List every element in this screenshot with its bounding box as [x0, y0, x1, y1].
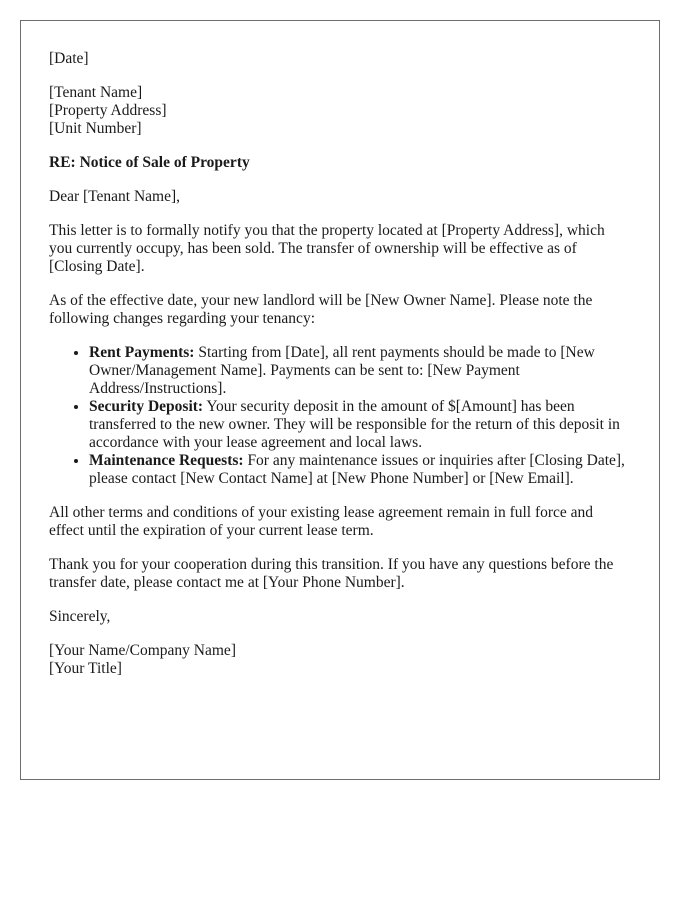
letter-date: [Date]	[49, 50, 89, 67]
paragraph-terms: All other terms and conditions of your existing lease agreement remain in full force and effect until the expiration of your current lease term.	[49, 504, 594, 539]
letter-subject: RE: Notice of Sale of Property	[49, 154, 250, 171]
list-item-label: Maintenance Requests:	[89, 452, 244, 469]
changes-list	[49, 344, 631, 488]
paragraph-thanks: Thank you for your cooperation during this transition. If you have any questions before the transfer date, please contact me at [Your Phone Number].	[49, 556, 614, 591]
list-item-label: Rent Payments:	[89, 344, 195, 361]
list-item-text: Starting from [Date], all rent payments should be made to [New Owner/Management Name]. Payments can be sent to: [New Payment Address/Instructions].	[89, 344, 595, 397]
signature-block	[49, 642, 631, 678]
list-item-text: Your security deposit in the amount of $[Amount] has been transferred to the new owner. They will be responsible for the return of this deposit in accordance with your lease agreement and local laws.	[89, 398, 620, 451]
salutation: Dear [Tenant Name],	[49, 188, 181, 205]
letter-page	[20, 20, 660, 780]
paragraph-new-landlord: As of the effective date, your new landlord will be [New Owner Name]. Please note the following changes regarding your tenancy:	[49, 292, 593, 327]
list-item-security-deposit	[89, 398, 631, 452]
recipient-address: [Property Address]	[49, 102, 167, 119]
paragraph-notice: This letter is to formally notify you that the property located at [Property Address], which you currently occupy, has been sold. The transfer of ownership will be effective as of [Closing Date].	[49, 222, 605, 275]
closing: Sincerely,	[49, 608, 111, 625]
list-item-label: Security Deposit:	[89, 398, 204, 415]
list-item-text: For any maintenance issues or inquiries after [Closing Date], please contact [New Contact Name] at [New Phone Number] or [New Email].	[89, 452, 625, 487]
signature-title: [Your Title]	[49, 660, 122, 677]
list-item-maintenance-requests	[89, 452, 631, 488]
signature-name: [Your Name/Company Name]	[49, 642, 236, 659]
recipient-block	[49, 84, 631, 138]
recipient-unit: [Unit Number]	[49, 120, 142, 137]
recipient-name: [Tenant Name]	[49, 84, 143, 101]
list-item-rent-payments	[89, 344, 631, 398]
